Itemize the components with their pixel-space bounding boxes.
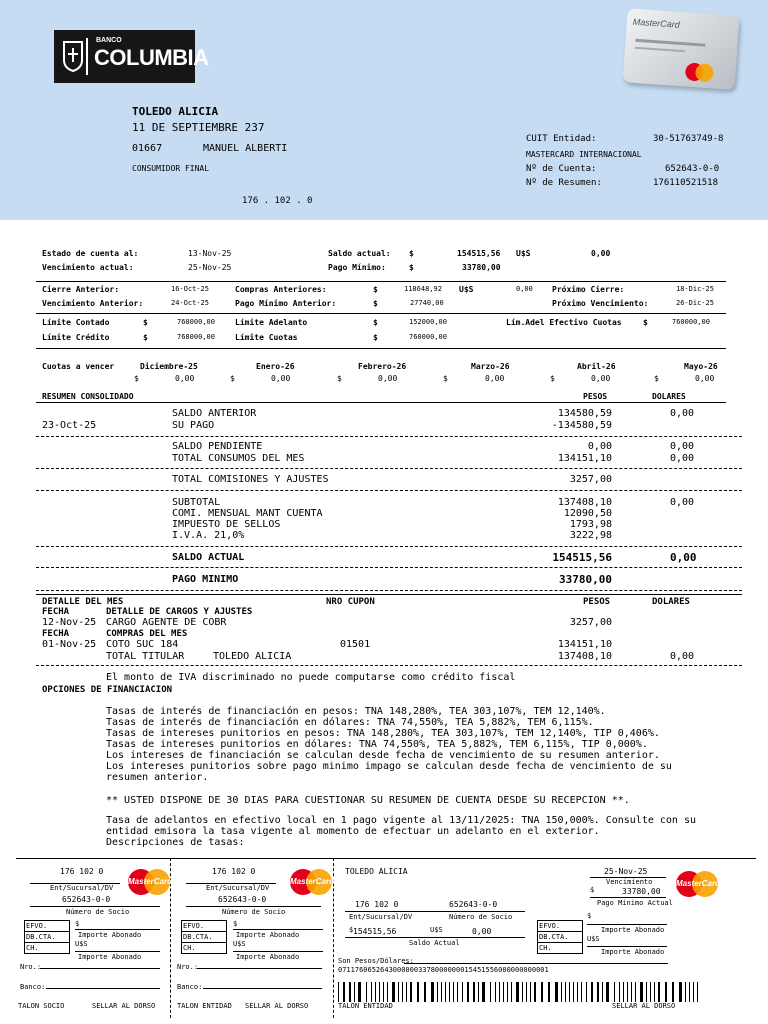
importe-currency: $ bbox=[75, 920, 80, 928]
stub-route: 176 102 0 bbox=[60, 867, 104, 876]
importe-abonado-label: Importe Abonado bbox=[236, 931, 300, 939]
compras-ant-usd-currency: U$S bbox=[459, 285, 474, 294]
divider bbox=[36, 402, 726, 403]
adelanto-line: entidad emisora la tasa vigente al momento de efectuar un adelanto en el exterior. bbox=[106, 826, 600, 837]
efvo-option[interactable]: EFVO. bbox=[183, 922, 205, 930]
stub-account: 652643-0-0 bbox=[218, 895, 267, 904]
efvo-option[interactable]: EFVO. bbox=[539, 922, 561, 930]
total-consumos-label: TOTAL CONSUMOS DEL MES bbox=[172, 453, 305, 464]
saldo-anterior-pesos: 134580,59 bbox=[557, 408, 612, 419]
talon-entidad-label: TALON ENTIDAD bbox=[177, 1002, 232, 1010]
stub-route: 176 102 0 bbox=[355, 900, 399, 909]
mastercard-logo-icon bbox=[685, 62, 714, 82]
tax-condition: CONSUMIDOR FINAL bbox=[132, 164, 210, 173]
resumen-col-dolares: DOLARES bbox=[652, 392, 686, 401]
pago-min-ant-value: 27740,00 bbox=[410, 299, 444, 307]
cuota-month: Diciembre-25 bbox=[140, 362, 198, 371]
resumen-title: RESUMEN CONSOLIDADO bbox=[42, 392, 134, 401]
nro-label: Nro.: bbox=[177, 963, 199, 971]
pago-min-ant-label: Pago Mínimo Anterior: bbox=[235, 299, 337, 308]
divider bbox=[36, 313, 726, 314]
detalle-col-cupon: NRO CUPON bbox=[326, 597, 375, 607]
pago-min-ant-currency: $ bbox=[373, 299, 378, 308]
dashed-divider bbox=[36, 567, 742, 568]
divider bbox=[36, 594, 742, 595]
opciones-title: OPCIONES DE FINANCIACION bbox=[42, 685, 173, 695]
info-line: Tasas de intereses punitorios en dólares: TNA 74,550%, TEA 5,882%, TEM 6,115%, TIP 0,000%. bbox=[106, 739, 648, 750]
impuesto-sellos-pesos: 1793,98 bbox=[569, 519, 612, 530]
lim-adel-label: Lím.Adel Efectivo Cuotas bbox=[506, 318, 622, 327]
venc-actual-label: Vencimiento actual: bbox=[42, 263, 134, 272]
prox-cierre-label: Próximo Cierre: bbox=[552, 285, 625, 294]
cuota-month: Abril-26 bbox=[577, 362, 616, 371]
info-line: Tasas de interés de financiación en dólares: TNA 74,550%, TEA 5,882%, TEM 6,115%. bbox=[106, 717, 594, 728]
nro-input[interactable] bbox=[40, 968, 160, 969]
numero-socio-label: Número de Socio bbox=[66, 908, 130, 916]
saldo-actual-label: Saldo Actual bbox=[409, 939, 460, 947]
cargo-desc: CARGO AGENTE DE COBR bbox=[106, 617, 227, 628]
mastercard-logo-icon: MasterCard bbox=[290, 869, 332, 895]
compras-title: COMPRAS DEL MES bbox=[106, 629, 188, 639]
venc-ant-value: 24-Oct-25 bbox=[171, 299, 209, 307]
son-input[interactable] bbox=[404, 963, 668, 964]
lim-adel-value: 760000,00 bbox=[672, 318, 710, 326]
cargo-date: 12-Nov-25 bbox=[42, 617, 97, 628]
stub-saldo-usd-currency: U$S bbox=[430, 926, 443, 934]
pago-minimo-currency: $ bbox=[409, 263, 414, 272]
limite-cuotas-label: Límite Cuotas bbox=[235, 333, 298, 342]
stub-saldo-usd: 0,00 bbox=[472, 927, 492, 936]
ch-option[interactable]: CH. bbox=[26, 944, 39, 952]
ent-sucursal-label: Ent/Sucursal/DV bbox=[206, 884, 270, 892]
info-line: Tasas de interés de financiación en pesos: TNA 148,280%, TEA 303,107%, TEM 12,140%. bbox=[106, 706, 606, 717]
stub-pago-minimo: 33780,00 bbox=[622, 887, 661, 896]
dashed-divider bbox=[36, 665, 742, 666]
saldo-actual-pesos: 154515,56 bbox=[552, 551, 612, 564]
detalle-col-dolares: DOLARES bbox=[652, 597, 690, 607]
cierre-ant-label: Cierre Anterior: bbox=[42, 285, 120, 294]
limite-adelanto-label: Límite Adelanto bbox=[235, 318, 308, 327]
cuit-value: 30-51763749-8 bbox=[653, 134, 724, 144]
cuotas-label: Cuotas a vencer bbox=[42, 362, 115, 371]
total-consumos-dolares: 0,00 bbox=[670, 453, 695, 464]
dbcta-option[interactable]: DB.CTA. bbox=[26, 933, 56, 941]
cuota-value: 0,00 bbox=[271, 374, 291, 383]
stub-pago-currency: $ bbox=[590, 886, 595, 894]
credit-card-image bbox=[623, 8, 740, 90]
fecha-label: FECHA bbox=[42, 629, 70, 639]
cuota-month: Marzo-26 bbox=[471, 362, 510, 371]
total-titular-pesos: 137408,10 bbox=[557, 651, 612, 662]
total-consumos-pesos: 134151,10 bbox=[557, 453, 612, 464]
importe-abonado-label: Importe Abonado bbox=[601, 926, 665, 934]
su-pago-date: 23-Oct-25 bbox=[42, 420, 97, 431]
cuota-value: 0,00 bbox=[485, 374, 505, 383]
banco-label: Banco: bbox=[20, 983, 46, 991]
stub-name: TOLEDO ALICIA bbox=[345, 867, 408, 876]
cuota-currency: $ bbox=[443, 374, 448, 383]
compras-ant-label: Compras Anteriores: bbox=[235, 285, 327, 294]
importe-abonado-label: Importe Abonado bbox=[78, 953, 142, 961]
detalle-col-pesos: PESOS bbox=[583, 597, 611, 607]
saldo-usd-currency: U$S bbox=[516, 249, 531, 258]
saldo-actual-dolares: 0,00 bbox=[670, 551, 697, 564]
customer-city: MANUEL ALBERTI bbox=[203, 143, 288, 154]
limite-adelanto-value: 152000,00 bbox=[409, 318, 447, 326]
saldo-pendiente-label: SALDO PENDIENTE bbox=[172, 441, 263, 452]
saldo-actual-label: SALDO ACTUAL bbox=[172, 552, 245, 563]
compras-ant-usd: 0,00 bbox=[516, 285, 533, 293]
su-pago-pesos: -134580,59 bbox=[551, 420, 612, 431]
cuit-label: CUIT Entidad: bbox=[526, 134, 597, 144]
cuota-currency: $ bbox=[337, 374, 342, 383]
cargo-pesos: 3257,00 bbox=[569, 617, 612, 628]
card-brand-text: MasterCard bbox=[632, 16, 681, 30]
total-titular-label: TOTAL TITULAR bbox=[106, 651, 185, 662]
sellar-label: SELLAR AL DORSO bbox=[92, 1002, 156, 1010]
cuota-value: 0,00 bbox=[695, 374, 715, 383]
divider bbox=[36, 281, 726, 282]
cuota-month: Enero-26 bbox=[256, 362, 295, 371]
limite-credito-label: Límite Crédito bbox=[42, 333, 110, 342]
compra-pesos: 134151,10 bbox=[557, 639, 612, 650]
saldo-actual-usd: 0,00 bbox=[591, 249, 611, 258]
barcode-number: 07117606526430000003378000000015451556000000000001 bbox=[338, 966, 549, 974]
ch-option[interactable]: CH. bbox=[183, 944, 196, 952]
detalle-title: DETALLE DEL MES bbox=[42, 597, 124, 607]
pago-minimo-row-label: PAGO MINIMO bbox=[172, 574, 239, 585]
plazo-note: ** USTED DISPONE DE 30 DIAS PARA CUESTIONAR SU RESUMEN DE CUENTA DESDE SU RECEPCION **. bbox=[106, 795, 630, 806]
importe-currency: $ bbox=[233, 920, 238, 928]
importe-usd-currency: U$S bbox=[75, 940, 88, 948]
stub-saldo-pesos: 154515,56 bbox=[353, 927, 397, 936]
venc-actual-value: 25-Nov-25 bbox=[188, 263, 232, 272]
prox-venc-value: 26-Dic-25 bbox=[676, 299, 714, 307]
adelanto-line: Descripciones de tasas: bbox=[106, 837, 245, 848]
stub-account: 652643-0-0 bbox=[62, 895, 111, 904]
limite-cuotas-value: 760000,00 bbox=[409, 333, 447, 341]
numero-socio-label: Número de Socio bbox=[222, 908, 286, 916]
compra-desc: COTO SUC 184 bbox=[106, 639, 179, 650]
cuota-currency: $ bbox=[654, 374, 659, 383]
customer-address: 11 DE SEPTIEMBRE 237 bbox=[132, 121, 265, 134]
cuota-currency: $ bbox=[134, 374, 139, 383]
comision-mant-pesos: 12090,50 bbox=[563, 508, 612, 519]
saldo-actual-label: Saldo actual: bbox=[328, 249, 391, 258]
bank-logo bbox=[54, 30, 209, 83]
saldo-pendiente-dolares: 0,00 bbox=[670, 441, 695, 452]
cargos-title: DETALLE DE CARGOS Y AJUSTES bbox=[106, 607, 253, 617]
efvo-option[interactable]: EFVO. bbox=[26, 922, 48, 930]
importe-currency: $ bbox=[587, 912, 592, 920]
compras-ant-currency: $ bbox=[373, 285, 378, 294]
saldo-actual-ars: 154515,56 bbox=[457, 249, 501, 258]
info-line: Los intereses punitorios sobre pago minimo impago se calculan desde fecha de vencimiento de su bbox=[106, 761, 672, 772]
pago-minimo-row-pesos: 33780,00 bbox=[559, 573, 612, 586]
su-pago-label: SU PAGO bbox=[172, 420, 215, 431]
saldo-currency: $ bbox=[409, 249, 414, 258]
sellar-label: SELLAR AL DORSO bbox=[612, 1002, 676, 1010]
limite-contado-value: 760000,00 bbox=[177, 318, 215, 326]
banco-input[interactable] bbox=[46, 988, 160, 989]
statement-value: 176110521518 bbox=[653, 178, 719, 188]
fecha-label: FECHA bbox=[42, 607, 70, 617]
sellar-label: SELLAR AL DORSO bbox=[245, 1002, 309, 1010]
dashed-divider bbox=[36, 468, 742, 469]
stub-account: 652643-0-0 bbox=[449, 900, 498, 909]
limite-cuotas-currency: $ bbox=[373, 333, 378, 342]
cuota-value: 0,00 bbox=[378, 374, 398, 383]
stub-route: 176 102 0 bbox=[212, 867, 256, 876]
cuota-currency: $ bbox=[550, 374, 555, 383]
stub-top-divider bbox=[16, 858, 756, 859]
ch-option[interactable]: CH. bbox=[539, 944, 552, 952]
prox-cierre-value: 18-Dic-25 bbox=[676, 285, 714, 293]
dashed-divider bbox=[36, 546, 742, 547]
info-line: Los intereses de financiación se calculan desde fecha de vencimiento de su resumen anterior. bbox=[106, 750, 660, 761]
impuesto-sellos-label: IMPUESTO DE SELLOS bbox=[172, 519, 281, 530]
total-titular-dolares: 0,00 bbox=[670, 651, 695, 662]
importe-usd-currency: U$S bbox=[233, 940, 246, 948]
comision-mant-label: COMI. MENSUAL MANT CUENTA bbox=[172, 508, 323, 519]
limite-contado-currency: $ bbox=[143, 318, 148, 327]
customer-name: TOLEDO ALICIA bbox=[132, 105, 219, 118]
limite-contado-label: Límite Contado bbox=[42, 318, 110, 327]
bank-small-label: BANCO bbox=[96, 37, 122, 44]
total-titular-name: TOLEDO ALICIA bbox=[213, 651, 292, 662]
account-label: Nº de Cuenta: bbox=[526, 164, 597, 174]
compra-cupon: 01501 bbox=[340, 639, 371, 650]
importe-abonado-label: Importe Abonado bbox=[601, 948, 665, 956]
pago-minimo-label: Pago Mínimo: bbox=[328, 263, 386, 272]
dbcta-option[interactable]: DB.CTA. bbox=[539, 933, 569, 941]
adelanto-line: Tasa de adelantos en efectivo local en 1 pago vigente al 13/11/2025: TNA 150,000%. Consulte con su bbox=[106, 815, 697, 826]
iva-pesos: 3222,98 bbox=[569, 530, 612, 541]
iva-note: El monto de IVA discriminado no puede computarse como crédito fiscal bbox=[106, 672, 516, 683]
bank-name: COLUMBIA bbox=[94, 45, 209, 70]
saldo-anterior-label: SALDO ANTERIOR bbox=[172, 408, 257, 419]
account-value: 652643-0-0 bbox=[665, 164, 720, 174]
divider bbox=[36, 348, 726, 349]
importe-usd-currency: U$S bbox=[587, 935, 600, 943]
cuota-value: 0,00 bbox=[175, 374, 195, 383]
limite-adelanto-currency: $ bbox=[373, 318, 378, 327]
talon-entidad-label: TALON ENTIDAD bbox=[338, 1002, 393, 1010]
ent-sucursal-label: Ent/Sucursal/DV bbox=[50, 884, 114, 892]
prox-venc-label: Próximo Vencimiento: bbox=[552, 299, 649, 308]
estado-label: Estado de cuenta al: bbox=[42, 249, 139, 258]
lim-adel-currency: $ bbox=[643, 318, 648, 327]
total-comisiones-label: TOTAL COMISIONES Y AJUSTES bbox=[172, 474, 329, 485]
saldo-anterior-dolares: 0,00 bbox=[670, 408, 695, 419]
subtotal-label: SUBTOTAL bbox=[172, 497, 221, 508]
estado-value: 13-Nov-25 bbox=[188, 249, 232, 258]
subtotal-pesos: 137408,10 bbox=[557, 497, 612, 508]
dashed-divider bbox=[36, 436, 742, 437]
info-line: resumen anterior. bbox=[106, 772, 209, 783]
subtotal-dolares: 0,00 bbox=[670, 497, 695, 508]
son-label: Son Pesos/Dólares: bbox=[338, 957, 414, 965]
stub-saldo-currency: $ bbox=[349, 926, 354, 934]
importe-abonado-label: Importe Abonado bbox=[236, 953, 300, 961]
barcode bbox=[338, 982, 700, 1002]
cierre-ant-value: 16-Oct-25 bbox=[171, 285, 209, 293]
resumen-col-pesos: PESOS bbox=[583, 392, 608, 401]
talon-socio-label: TALON SOCIO bbox=[18, 1002, 65, 1010]
nro-input[interactable] bbox=[197, 968, 322, 969]
pago-minimo-label: Pago Minimo Actual bbox=[597, 899, 673, 907]
shield-icon bbox=[62, 40, 84, 72]
route-code: 176 . 102 . 0 bbox=[242, 196, 313, 206]
pago-minimo-value: 33780,00 bbox=[462, 263, 501, 272]
importe-abonado-label: Importe Abonado bbox=[78, 931, 142, 939]
cuota-value: 0,00 bbox=[591, 374, 611, 383]
statement-label: Nº de Resumen: bbox=[526, 178, 602, 188]
cuota-currency: $ bbox=[230, 374, 235, 383]
dbcta-option[interactable]: DB.CTA. bbox=[183, 933, 213, 941]
info-line: Tasas de intereses punitorios en pesos: TNA 148,280%, TEA 303,107%, TEM 12,140%, TIP 0,406%. bbox=[106, 728, 660, 739]
limite-credito-currency: $ bbox=[143, 333, 148, 342]
mastercard-logo-icon: MasterCard bbox=[676, 871, 718, 897]
compra-date: 01-Nov-25 bbox=[42, 639, 97, 650]
compras-ant-ars: 118648,92 bbox=[404, 285, 442, 293]
vencimiento-label: Vencimiento bbox=[606, 878, 653, 886]
ent-sucursal-label: Ent/Sucursal/DV bbox=[349, 913, 413, 921]
numero-socio-label: Número de Socio bbox=[449, 913, 513, 921]
limite-credito-value: 768000,00 bbox=[177, 333, 215, 341]
iva-label: I.V.A. 21,0% bbox=[172, 530, 245, 541]
dashed-divider bbox=[36, 590, 742, 591]
banco-input[interactable] bbox=[203, 988, 322, 989]
cuota-month: Mayo-26 bbox=[684, 362, 718, 371]
saldo-pendiente-pesos: 0,00 bbox=[587, 441, 612, 452]
venc-ant-label: Vencimiento Anterior: bbox=[42, 299, 144, 308]
postal-code: 01667 bbox=[132, 143, 163, 154]
dashed-divider bbox=[36, 490, 742, 491]
cuota-month: Febrero-26 bbox=[358, 362, 407, 371]
stub-due-date: 25-Nov-25 bbox=[604, 867, 648, 876]
total-comisiones-pesos: 3257,00 bbox=[569, 474, 612, 485]
entity-name: MASTERCARD INTERNACIONAL bbox=[526, 150, 642, 159]
banco-label: Banco: bbox=[177, 983, 203, 991]
nro-label: Nro.: bbox=[20, 963, 42, 971]
mastercard-logo-icon: MasterCard bbox=[128, 869, 170, 895]
